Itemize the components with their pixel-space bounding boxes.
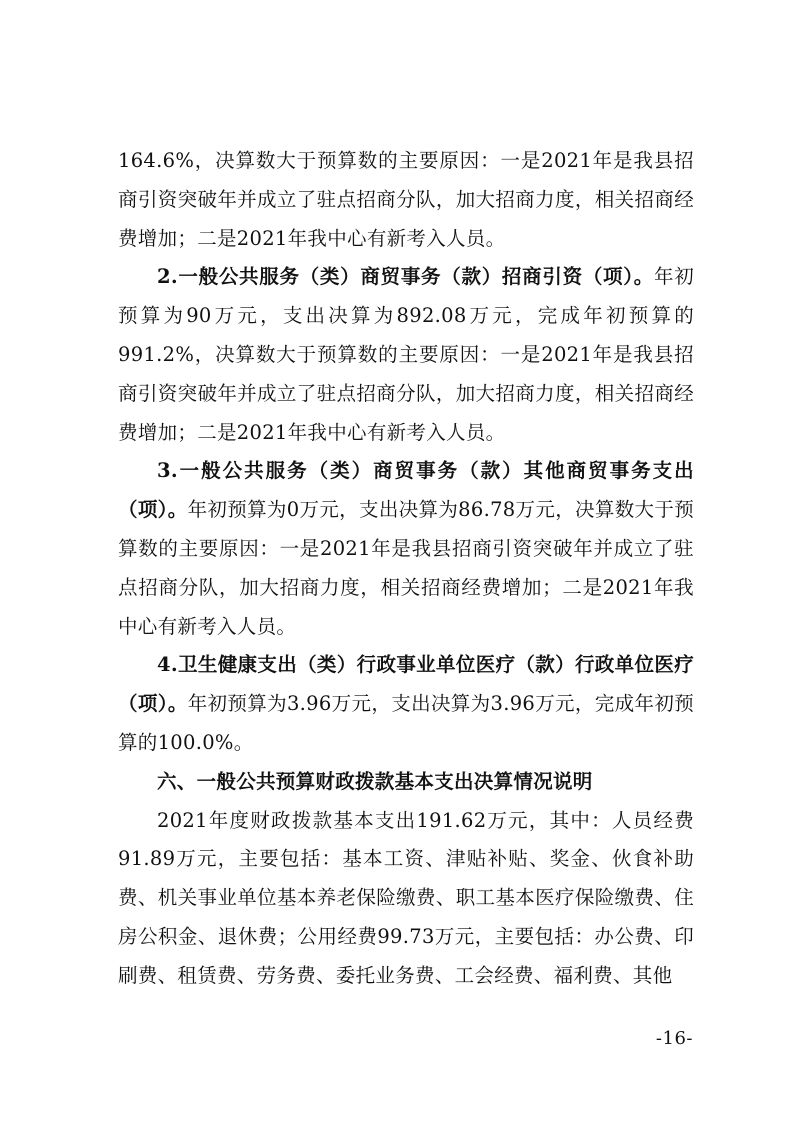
paragraph-continuation (118, 142, 694, 258)
item-heading: 3.一般公共服务（类）商贸事务（款）其他商贸事务支出（项）。 (118, 459, 694, 522)
paragraph-basic-expenditure (118, 802, 694, 996)
paragraph-item-3 (118, 452, 694, 646)
paragraph-text: 年初预算为0万元，支出决算为86.78万元，决算数大于预算数的主要原因：一是2021年是我县招商引资突破年并成立了驻点招商分队，加大招商力度，相关招商经费增加；二是2021年我中心有新考入人员。 (118, 498, 694, 638)
page-number: -16- (655, 1028, 693, 1049)
paragraph-text: 164.6%，决算数大于预算数的主要原因：一是2021年是我县招商引资突破年并成立了驻点招商分队，加大招商力度，相关招商经费增加；二是2021年我中心有新考入人员。 (118, 149, 694, 250)
paragraph-text: 2021年度财政拨款基本支出191.62万元，其中：人员经费91.89万元，主要包括：基本工资、津贴补贴、奖金、伙食补助费、机关事业单位基本养老保险缴费、职工基本医疗保险缴费、住房公积金、退休费；公用经费99.73万元，主要包括：办公费、印刷费、租赁费、劳务费、委托业务费、工会经费、福利费、其他 (118, 808, 694, 987)
paragraph-text: 年初预算为3.96万元，支出决算为3.96万元，完成年初预算的100.0%。 (118, 692, 694, 754)
paragraph-item-4 (118, 646, 694, 762)
paragraph-item-2 (118, 258, 694, 452)
document-body (118, 142, 694, 996)
item-heading: 4.卫生健康支出（类）行政事业单位医疗（款）行政单位医疗（项）。 (118, 653, 694, 716)
paragraph-text: 年初预算为90万元，支出决算为892.08万元，完成年初预算的991.2%，决算数大于预算数的主要原因：一是2021年是我县招商引资突破年并成立了驻点招商分队，加大招商力度，相关招商经费增加；二是2021年我中心有新考入人员。 (118, 265, 694, 444)
item-heading: 2.一般公共服务（类）商贸事务（款）招商引资（项）。 (157, 265, 654, 289)
section-heading-text: 六、一般公共预算财政拨款基本支出决算情况说明 (157, 769, 593, 793)
section-heading (118, 763, 694, 802)
